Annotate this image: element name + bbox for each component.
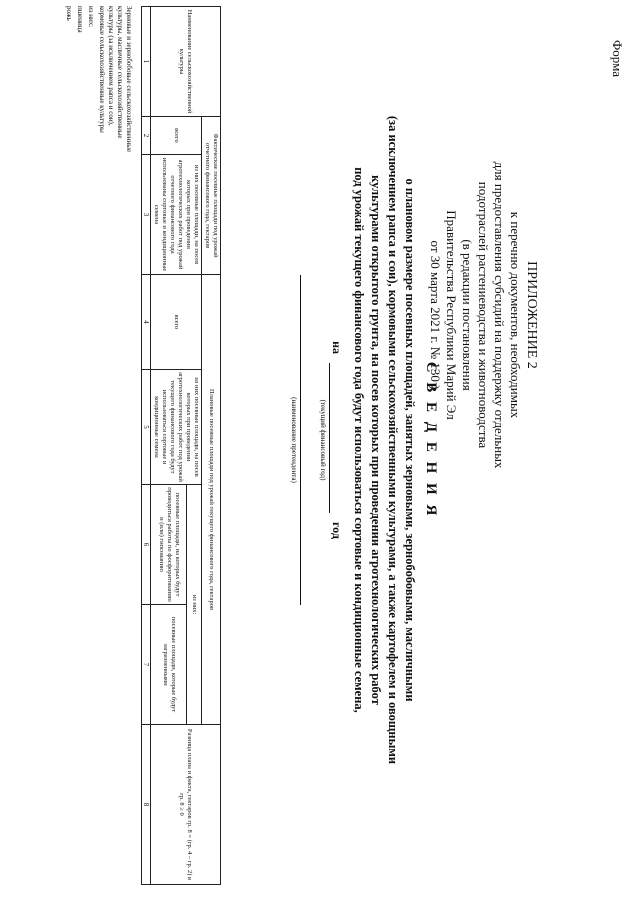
- column-number: 4: [142, 275, 151, 370]
- year-suffix: год: [330, 522, 344, 539]
- row-labels: [62, 6, 133, 156]
- appendix-line: к перечню документов, необходимых: [508, 211, 523, 419]
- row-label-rye: рожь: [65, 6, 73, 21]
- header-planned-area: Плановые посевные площади под урожай текущего финансового года, гектаров: [202, 275, 221, 725]
- header-planned-seeds: из них посевные площади, на посев которых при проведении агротехнологических работ под урожай текущего финансового года будут использоваться сортовые и кондиционные семена: [151, 370, 202, 485]
- row-label-wheat: пшеница: [76, 6, 84, 33]
- header-actual-area: Фактические посевные площади под урожай отчетного финансового года, гектаров: [202, 117, 221, 275]
- appendix-line: (в редакции постановления: [460, 239, 475, 391]
- intro-line: о плановом размере посевных площадей, занятых зерновыми, зернобобовыми, масличными: [403, 178, 417, 702]
- intro-line: культурами открытого грунта, на посев которых при проведении агротехнологических работ: [369, 175, 383, 705]
- appendix-line: для предоставления субсидий на поддержку отдельных: [492, 161, 507, 469]
- year-prefix: на: [330, 341, 344, 355]
- form-label: Форма: [610, 40, 625, 77]
- header-contaminated: посевные площади, которые будут загрязненными: [151, 605, 187, 725]
- column-number: 1: [142, 7, 151, 117]
- intro-block: [290, 60, 439, 820]
- appendix-line: Правительства Республики Марий Эл: [444, 210, 459, 420]
- intro-line: под урожай текущего финансового года будут использоваться сортовые и кондиционные семена,: [352, 167, 366, 713]
- year-blank-field[interactable]: [329, 363, 342, 513]
- column-number: 2: [142, 117, 151, 155]
- column-number: 7: [142, 605, 151, 725]
- document-heading: С В Е Д Е Н И Я: [423, 361, 439, 519]
- header-phosphoritization: посевные площади, на которых будут проводиться работы по фосфоритованию и (или) гипсованию: [151, 485, 187, 605]
- header-actual-total: всего: [151, 117, 202, 155]
- year-line: [329, 60, 344, 820]
- header-crop-name: Наименование сельскохозяйственной культуры: [151, 7, 221, 117]
- row-label-of-them: из них:: [87, 6, 95, 28]
- applicant-blank-field[interactable]: [300, 275, 309, 605]
- year-caption: (текущий финансовый год): [319, 399, 327, 481]
- appendix-block: [427, 150, 539, 480]
- appendix-line: подотраслей растениеводства и животноводства: [476, 181, 491, 449]
- appendix-line: от 30 марта 2021 г. № 130 ): [428, 240, 443, 390]
- data-table-wrapper: [141, 6, 221, 885]
- column-number: 3: [142, 155, 151, 275]
- column-number: 8: [142, 725, 151, 885]
- row-label-grain-crops: Зерновые и зернобобовые сельскохозяйственные культуры, масличные сельскохозяйственные культуры (за исключением рапса и сои), кормовые сельскохозяйственные культуры: [98, 6, 133, 153]
- column-number: 5: [142, 370, 151, 485]
- header-difference: Разница плана и факта, гектаров гр. 8 = (гр. 4 – гр. 2) в гр. 8 ≥ 0: [151, 725, 221, 885]
- header-actual-seeds: из них посевные площади, на посев которых при проведении агротехнологических работ под урожай отчетного финансового года использованы сортовые и кондиционные семена: [151, 155, 202, 275]
- data-table: [141, 6, 221, 885]
- intro-line: (за исключением рапса и сои), кормовыми сельскохозяйственными культурами, а также картофелем и овощными: [386, 115, 400, 765]
- header-planned-total: всего: [151, 275, 202, 370]
- applicant-caption: (наименование претендента): [290, 397, 298, 483]
- header-of-them: из них:: [187, 485, 202, 725]
- column-number: 6: [142, 485, 151, 605]
- appendix-title: ПРИЛОЖЕНИЕ 2: [524, 261, 539, 369]
